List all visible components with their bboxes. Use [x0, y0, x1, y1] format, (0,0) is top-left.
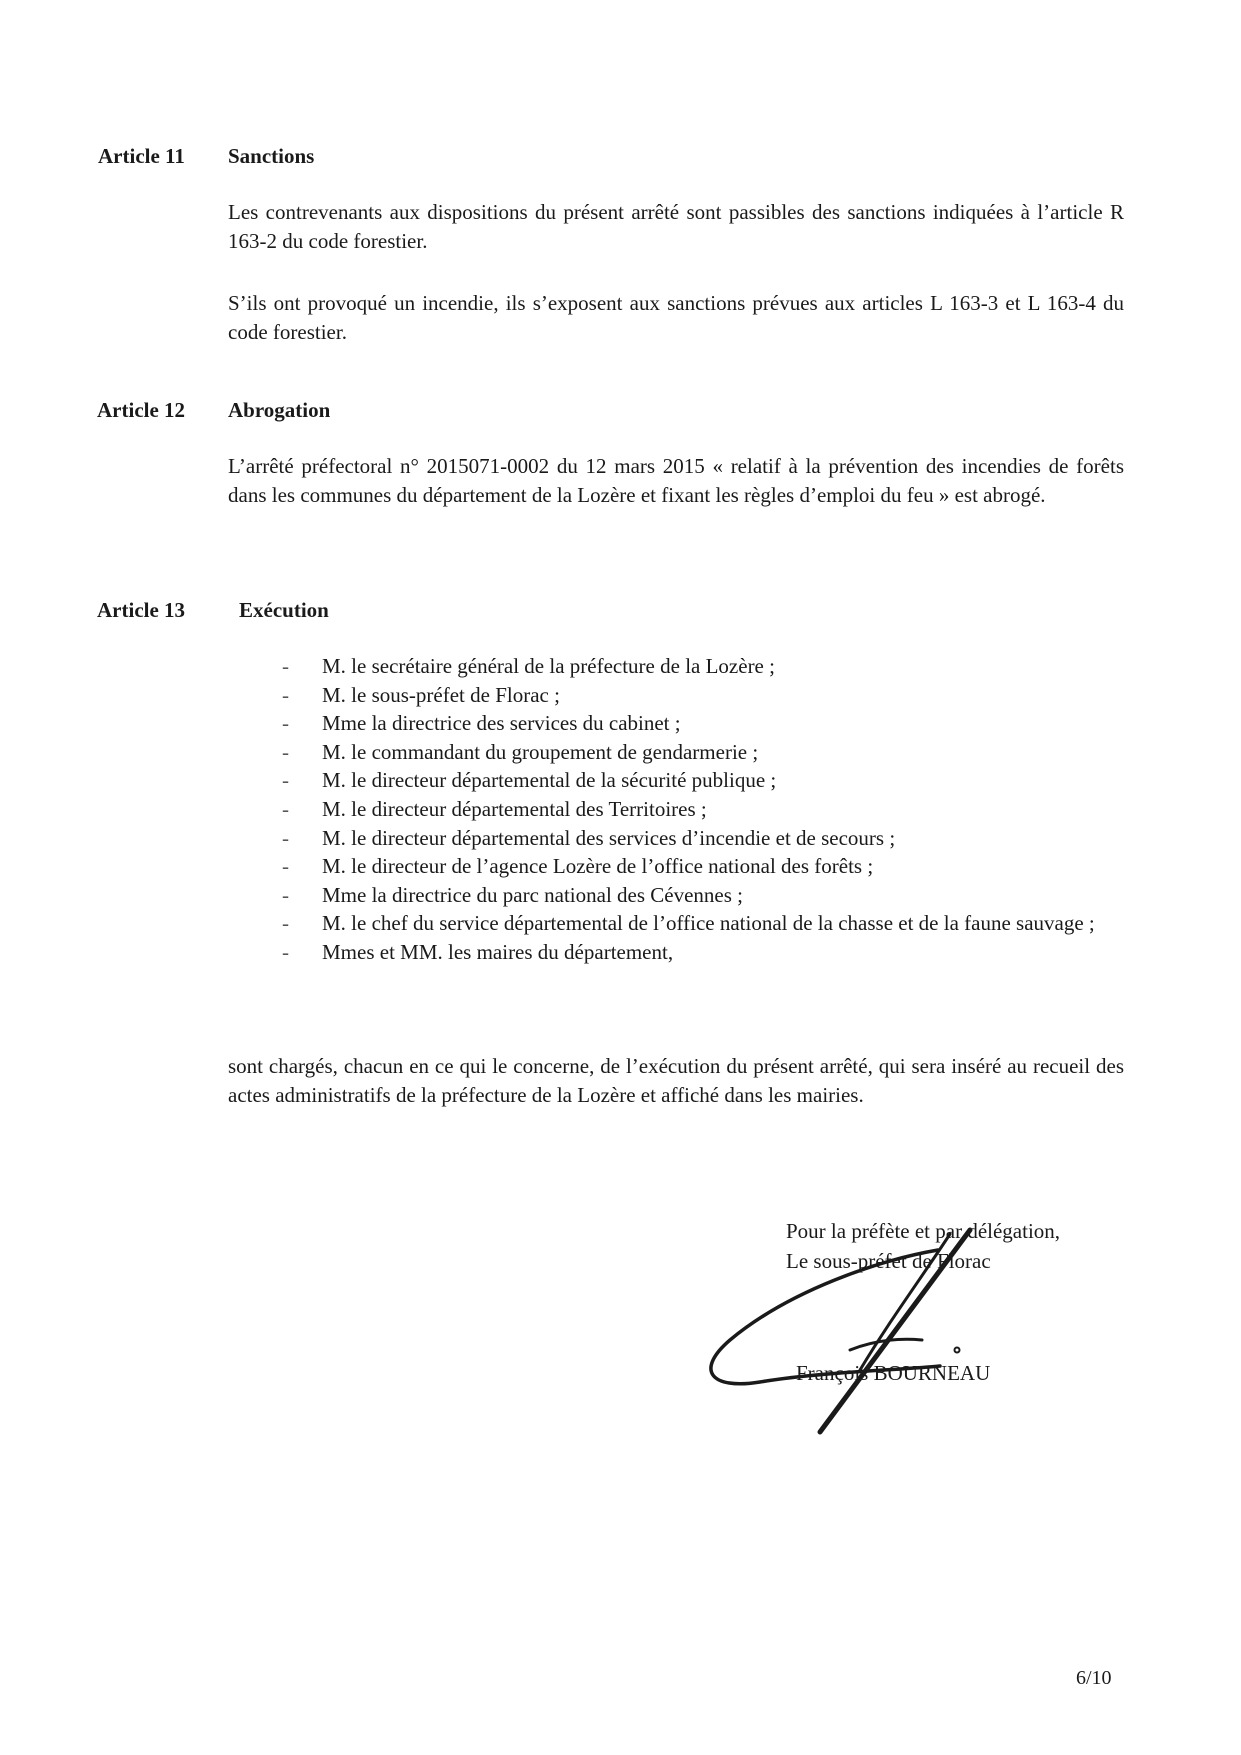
- list-item: - Mmes et MM. les maires du département,: [282, 938, 1124, 967]
- article-11-paragraph-1: Les contrevenants aux dispositions du présent arrêté sont passibles des sanctions indiquées à l’article R 163-2 du code forestier.: [228, 200, 1124, 253]
- list-item: - M. le directeur de l’agence Lozère de l’office national des forêts ;: [282, 852, 1124, 881]
- list-bullet: -: [282, 882, 289, 907]
- signature-line-1: Pour la préfète et par délégation,: [786, 1219, 1061, 1243]
- article-title: Sanctions: [228, 144, 315, 168]
- list-item: - M. le commandant du groupement de gendarmerie ;: [282, 738, 1124, 767]
- page-number: 6/10: [1076, 1667, 1112, 1689]
- list-item: - M. le chef du service départemental de l’office national de la chasse et de la faune sauvage ;: [282, 909, 1124, 938]
- article-11-paragraph-2: S’ils ont provoqué un incendie, ils s’exposent aux sanctions prévues aux articles L 163-3 et L 163-4 du code forestier.: [228, 291, 1124, 344]
- article-number: Article 13: [97, 598, 186, 622]
- list-bullet: -: [282, 711, 289, 736]
- article-title: Exécution: [239, 598, 329, 622]
- list-item: - M. le directeur départemental des Territoires ;: [282, 795, 1124, 824]
- list-item: - M. le sous-préfet de Florac ;: [282, 681, 1124, 710]
- list-bullet: -: [282, 654, 289, 678]
- list-item: - M. le secrétaire général de la préfecture de la Lozère ;: [282, 652, 1124, 681]
- article-number: Article 12: [97, 398, 186, 422]
- article-number: Article 11: [98, 144, 185, 168]
- list-bullet: -: [282, 796, 289, 821]
- execution-list: [282, 652, 1124, 967]
- closing-paragraph: sont chargés, chacun en ce qui le concerne, de l’exécution du présent arrêté, qui sera inséré au recueil des actes administratifs de la préfecture de la Lozère et affiché dans les mairies.: [228, 1054, 1124, 1107]
- list-bullet: -: [282, 854, 289, 879]
- list-bullet: -: [282, 825, 289, 850]
- list-item: - Mme la directrice des services du cabinet ;: [282, 709, 1124, 738]
- article-title: Abrogation: [228, 398, 331, 422]
- list-bullet: -: [282, 939, 289, 964]
- list-item: - M. le directeur départemental des services d’incendie et de secours ;: [282, 824, 1124, 853]
- list-item: - M. le directeur départemental de la sécurité publique ;: [282, 766, 1124, 795]
- list-bullet: -: [282, 739, 289, 764]
- list-bullet: -: [282, 911, 289, 936]
- handwritten-signature: [700, 1220, 1000, 1440]
- signature-line-2: Le sous-préfet de Florac: [786, 1249, 991, 1273]
- signatory-name: François BOURNEAU: [796, 1361, 991, 1385]
- list-bullet: -: [282, 682, 289, 707]
- list-item: - Mme la directrice du parc national des Cévennes ;: [282, 881, 1124, 910]
- article-12-paragraph: L’arrêté préfectoral n° 2015071-0002 du 12 mars 2015 « relatif à la prévention des incendies de forêts dans les communes du département de la Lozère et fixant les règles d’emploi du feu » est abrogé.: [228, 454, 1124, 507]
- list-bullet: -: [282, 768, 289, 793]
